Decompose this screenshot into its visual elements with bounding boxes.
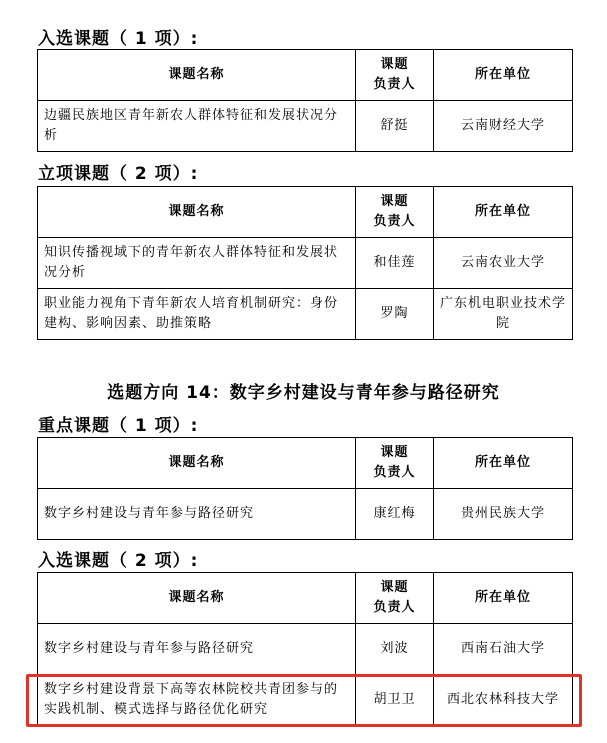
table-row — [38, 238, 573, 289]
header-leader: 课题 负责人 — [356, 573, 434, 624]
table-header-row — [38, 438, 573, 489]
topic-unit: 广东机电职业技术学院 — [434, 289, 573, 340]
topic-unit: 贵州民族大学 — [434, 489, 573, 540]
header-unit: 所在单位 — [434, 573, 573, 624]
topic-table-key — [37, 437, 573, 540]
topic-title: 数字乡村建设与青年参与路径研究 — [38, 624, 356, 675]
topic-leader: 舒挺 — [356, 101, 434, 152]
topic-title: 数字乡村建设背景下高等农林院校共青团参与的实践机制、模式选择与路径优化研究 — [38, 675, 356, 726]
topic-title: 边疆民族地区青年新农人群体特征和发展状况分析 — [38, 101, 356, 152]
topic-unit: 西北农林科技大学 — [434, 675, 573, 726]
topic-table-selected-1 — [37, 49, 573, 152]
table-row — [38, 489, 573, 540]
table-header-row — [38, 187, 573, 238]
topic-title: 知识传播视域下的青年新农人群体特征和发展状况分析 — [38, 238, 356, 289]
topic-title: 职业能力视角下青年新农人培育机制研究：身份建构、影响因素、助推策略 — [38, 289, 356, 340]
topic-unit: 西南石油大学 — [434, 624, 573, 675]
header-leader: 课题 负责人 — [356, 438, 434, 489]
table-header-row — [38, 50, 573, 101]
header-title: 课题名称 — [38, 50, 356, 101]
topic-title: 数字乡村建设与青年参与路径研究 — [38, 489, 356, 540]
table-row — [38, 101, 573, 152]
topic-leader: 和佳莲 — [356, 238, 434, 289]
highlight-box — [26, 674, 582, 727]
header-leader: 课题 负责人 — [356, 187, 434, 238]
topic-table-approved — [37, 186, 573, 340]
table-header-row — [38, 573, 573, 624]
topic-unit: 云南财经大学 — [434, 101, 573, 152]
section-heading-selected-2: 入选课题（ 2 项）: — [38, 551, 199, 571]
header-unit: 所在单位 — [434, 187, 573, 238]
section-heading-key: 重点课题（ 1 项）: — [38, 416, 199, 436]
topic-leader: 刘波 — [356, 624, 434, 675]
direction-heading: 选题方向 14：数字乡村建设与青年参与路径研究 — [107, 383, 500, 403]
topic-unit: 云南农业大学 — [434, 238, 573, 289]
section-heading-selected-1: 入选课题（ 1 项）: — [38, 29, 199, 49]
header-leader: 课题 负责人 — [356, 50, 434, 101]
header-unit: 所在单位 — [434, 50, 573, 101]
table-row — [38, 289, 573, 340]
topic-leader: 胡卫卫 — [356, 675, 434, 726]
topic-leader: 康红梅 — [356, 489, 434, 540]
header-title: 课题名称 — [38, 438, 356, 489]
header-unit: 所在单位 — [434, 438, 573, 489]
table-row — [38, 624, 573, 675]
section-heading-approved: 立项课题（ 2 项）: — [38, 164, 199, 184]
header-title: 课题名称 — [38, 187, 356, 238]
topic-leader: 罗陶 — [356, 289, 434, 340]
header-title: 课题名称 — [38, 573, 356, 624]
